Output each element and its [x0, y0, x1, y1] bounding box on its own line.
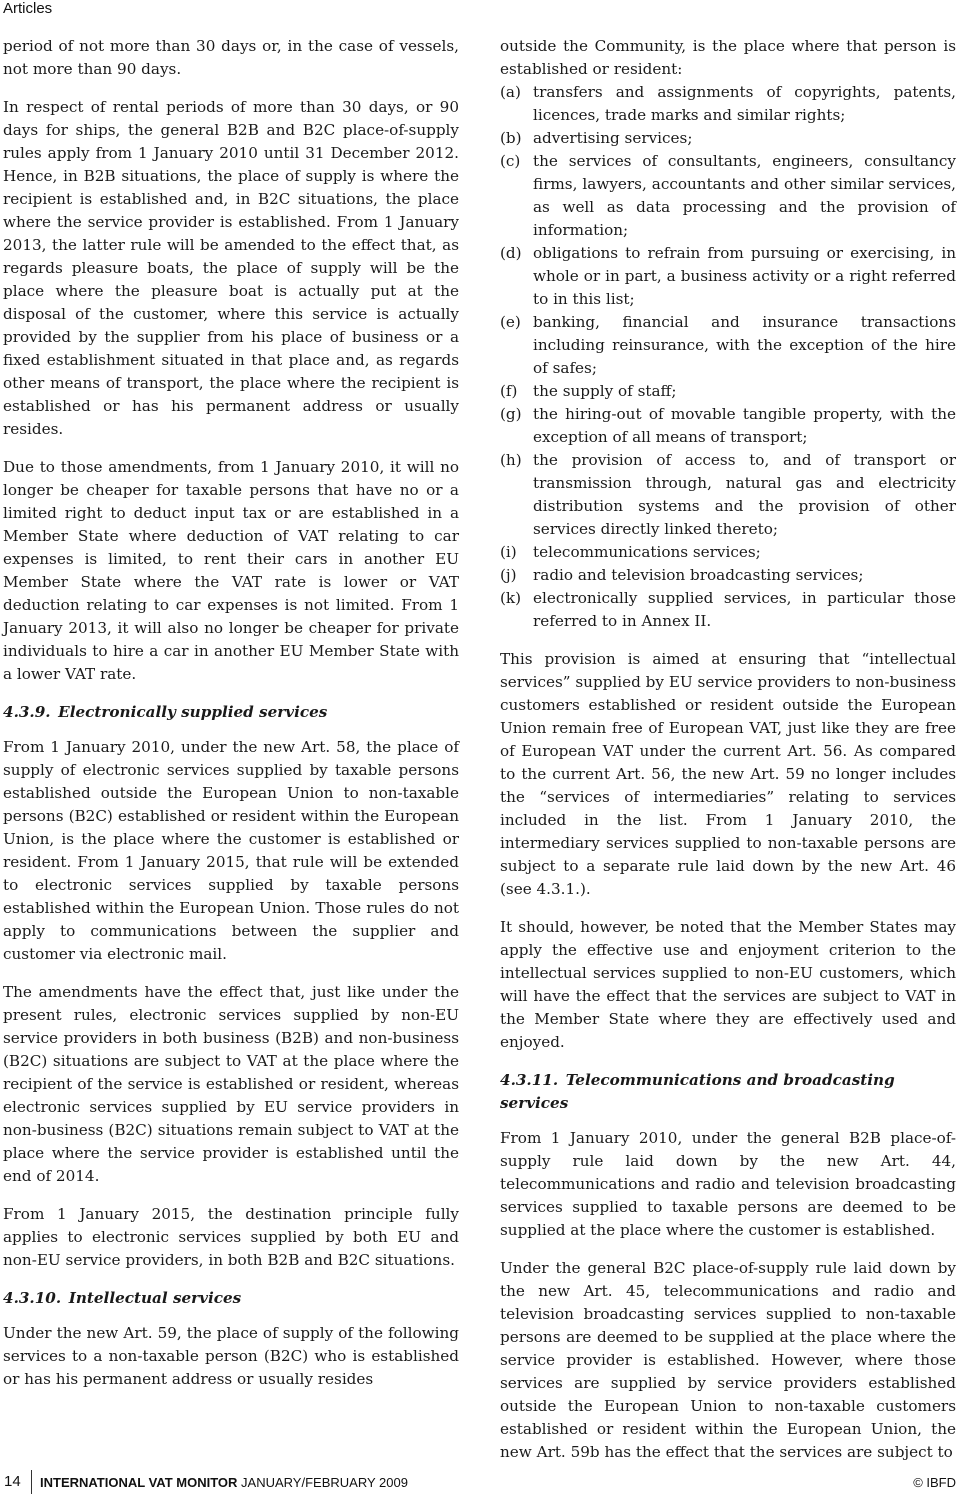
list-item [500, 81, 956, 127]
paragraph: From 1 January 2015, the destination principle fully applies to electronic services supplied by both EU and non-EU service providers, in both B2B and B2C situations. [3, 1205, 459, 1269]
list-item [500, 541, 956, 564]
section-label: Articles [3, 0, 53, 17]
list-item-text: obligations to refrain from pursuing or exercising, in whole or in part, a business activity or a right referred to in this list; [533, 244, 956, 308]
page-footer [0, 1470, 960, 1496]
list-marker: (d) [500, 244, 522, 262]
page-number: 14 [4, 1473, 21, 1490]
list-marker: (f) [500, 382, 518, 400]
magazine-title [40, 1475, 408, 1490]
list-item-text: radio and television broadcasting services; [533, 566, 864, 584]
list-item-text: the services of consultants, engineers, consultancy firms, lawyers, accountants and other similar services, as well as data processing and the provision of information; [533, 152, 956, 239]
left-column [3, 35, 459, 1406]
list-item [500, 380, 956, 403]
list-marker: (i) [500, 543, 517, 561]
list-item-text: advertising services; [533, 129, 693, 147]
list-item-text: transfers and assignments of copyrights, patents, licences, trade marks and similar rights; [533, 83, 956, 124]
list-item [500, 403, 956, 449]
list-marker: (g) [500, 405, 522, 423]
list-marker: (b) [500, 129, 522, 147]
list-item-text: electronically supplied services, in particular those referred to in Annex II. [533, 589, 956, 630]
paragraph: outside the Community, is the place where that person is established or resident: [500, 37, 956, 78]
magazine-name: INTERNATIONAL VAT MONITOR [40, 1475, 238, 1490]
paragraph: From 1 January 2010, under the general B2B place-of-supply rule laid down by the new Art. 44, telecommunications and radio and television broadcasting services supplied to taxable persons are deemed to be supplied at the place where the customer is established. [500, 1129, 956, 1239]
section-heading: 4.3.11. Telecommunications and broadcasting services [500, 1071, 895, 1112]
list-item [500, 564, 956, 587]
services-list [500, 81, 956, 633]
list-item [500, 311, 956, 380]
list-marker: (a) [500, 83, 521, 101]
list-marker: (h) [500, 451, 522, 469]
list-item-text: telecommunications services; [533, 543, 761, 561]
right-column [500, 35, 956, 1479]
list-item-text: the provision of access to, and of transport or transmission through, natural gas and electricity distribution systems and the provision of other services directly linked thereto; [533, 451, 956, 538]
paragraph: Due to those amendments, from 1 January 2010, it will no longer be cheaper for taxable persons that have no or a limited right to deduct input tax or are established in a Member State where deduction of VAT relating to car expenses is limited, to rent their cars in another EU Member State where the VAT rate is lower or VAT deduction relating to car expenses is not limited. From 1 January 2013, it will also no longer be cheaper for private individuals to hire a car in another EU Member State with a lower VAT rate. [3, 458, 459, 683]
list-item [500, 127, 956, 150]
list-item [500, 449, 956, 541]
list-marker: (k) [500, 589, 522, 607]
paragraph: Under the general B2C place-of-supply rule laid down by the new Art. 45, telecommunications and radio and television broadcasting services supplied to non-taxable persons are deemed to be supplied at the place where the service provider is established. However, where those services are supplied by service providers established outside the European Union to non-taxable customers established or resident within the European Union, the new Art. 59b has the effect that the services are subject to [500, 1259, 956, 1461]
paragraph: From 1 January 2010, under the new Art. 58, the place of supply of electronic services supplied by taxable persons established outside the European Union to non-taxable persons (B2C) established or resident within the European Union, is the place where the customer is established or resident. From 1 January 2015, that rule will be extended to electronic services supplied by taxable persons established within the European Union. Those rules do not apply to communications between the supplier and customer via electronic mail. [3, 738, 459, 963]
footer-divider [31, 1470, 32, 1494]
list-item-text: the supply of staff; [533, 382, 677, 400]
paragraph: In respect of rental periods of more than 30 days, or 90 days for ships, the general B2B and B2C place-of-supply rules apply from 1 January 2010 until 31 December 2012. Hence, in B2B situations, the place of supply is where the recipient is established and, in B2C situations, the place where the service provider is established. From 1 January 2013, the latter rule will be amended to the effect that, as regards pleasure boats, the place of supply will be the place where the pleasure boat is actually put at the disposal of the customer, where this service is actually provided by the supplier from his place of business or a fixed establishment situated in that place and, as regards other means of transport, the place where the recipient is established or has his permanent address or usually resides. [3, 98, 459, 438]
list-marker: (j) [500, 566, 517, 584]
paragraph: It should, however, be noted that the Member States may apply the effective use and enjoyment criterion to the intellectual services supplied to non-EU customers, which will have the effect that the services are subject to VAT in the Member State where they are effectively used and enjoyed. [500, 918, 956, 1051]
paragraph: Under the new Art. 59, the place of supply of the following services to a non-taxable person (B2C) who is established or has his permanent address or usually resides [3, 1324, 459, 1388]
list-item [500, 150, 956, 242]
paragraph: The amendments have the effect that, just like under the present rules, electronic services supplied by non-EU service providers in both business (B2B) and non-business (B2C) situations are subject to VAT at the place where the recipient of the service is established or resident, whereas electronic services supplied by EU service providers in non-business (B2C) situations remain subject to VAT at the place where the service provider is established until the end of 2014. [3, 983, 459, 1185]
list-marker: (e) [500, 313, 521, 331]
section-heading: 4.3.10. Intellectual services [3, 1289, 242, 1307]
list-item [500, 587, 956, 633]
paragraph: This provision is aimed at ensuring that “intellectual services” supplied by EU service providers to non-business customers established or resident outside the European Union remain free of European VAT, just like they are free of European VAT under the current Art. 56. As compared to the current Art. 56, the new Art. 59 no longer includes the “services of intermediaries” relating to services included in the list. From 1 January 2010, the intermediary services supplied to non-taxable persons are subject to a separate rule laid down by the new Art. 46 (see 4.3.1.). [500, 650, 956, 898]
list-item [500, 242, 956, 311]
issue-date: JANUARY/FEBRUARY 2009 [241, 1475, 408, 1490]
copyright-notice: © IBFD [913, 1475, 956, 1490]
list-marker: (c) [500, 152, 521, 170]
list-item-text: banking, financial and insurance transactions including reinsurance, with the exception of the hire of safes; [533, 313, 956, 377]
section-heading: 4.3.9. Electronically supplied services [3, 703, 328, 721]
list-item-text: the hiring-out of movable tangible property, with the exception of all means of transport; [533, 405, 956, 446]
paragraph: period of not more than 30 days or, in the case of vessels, not more than 90 days. [3, 37, 459, 78]
